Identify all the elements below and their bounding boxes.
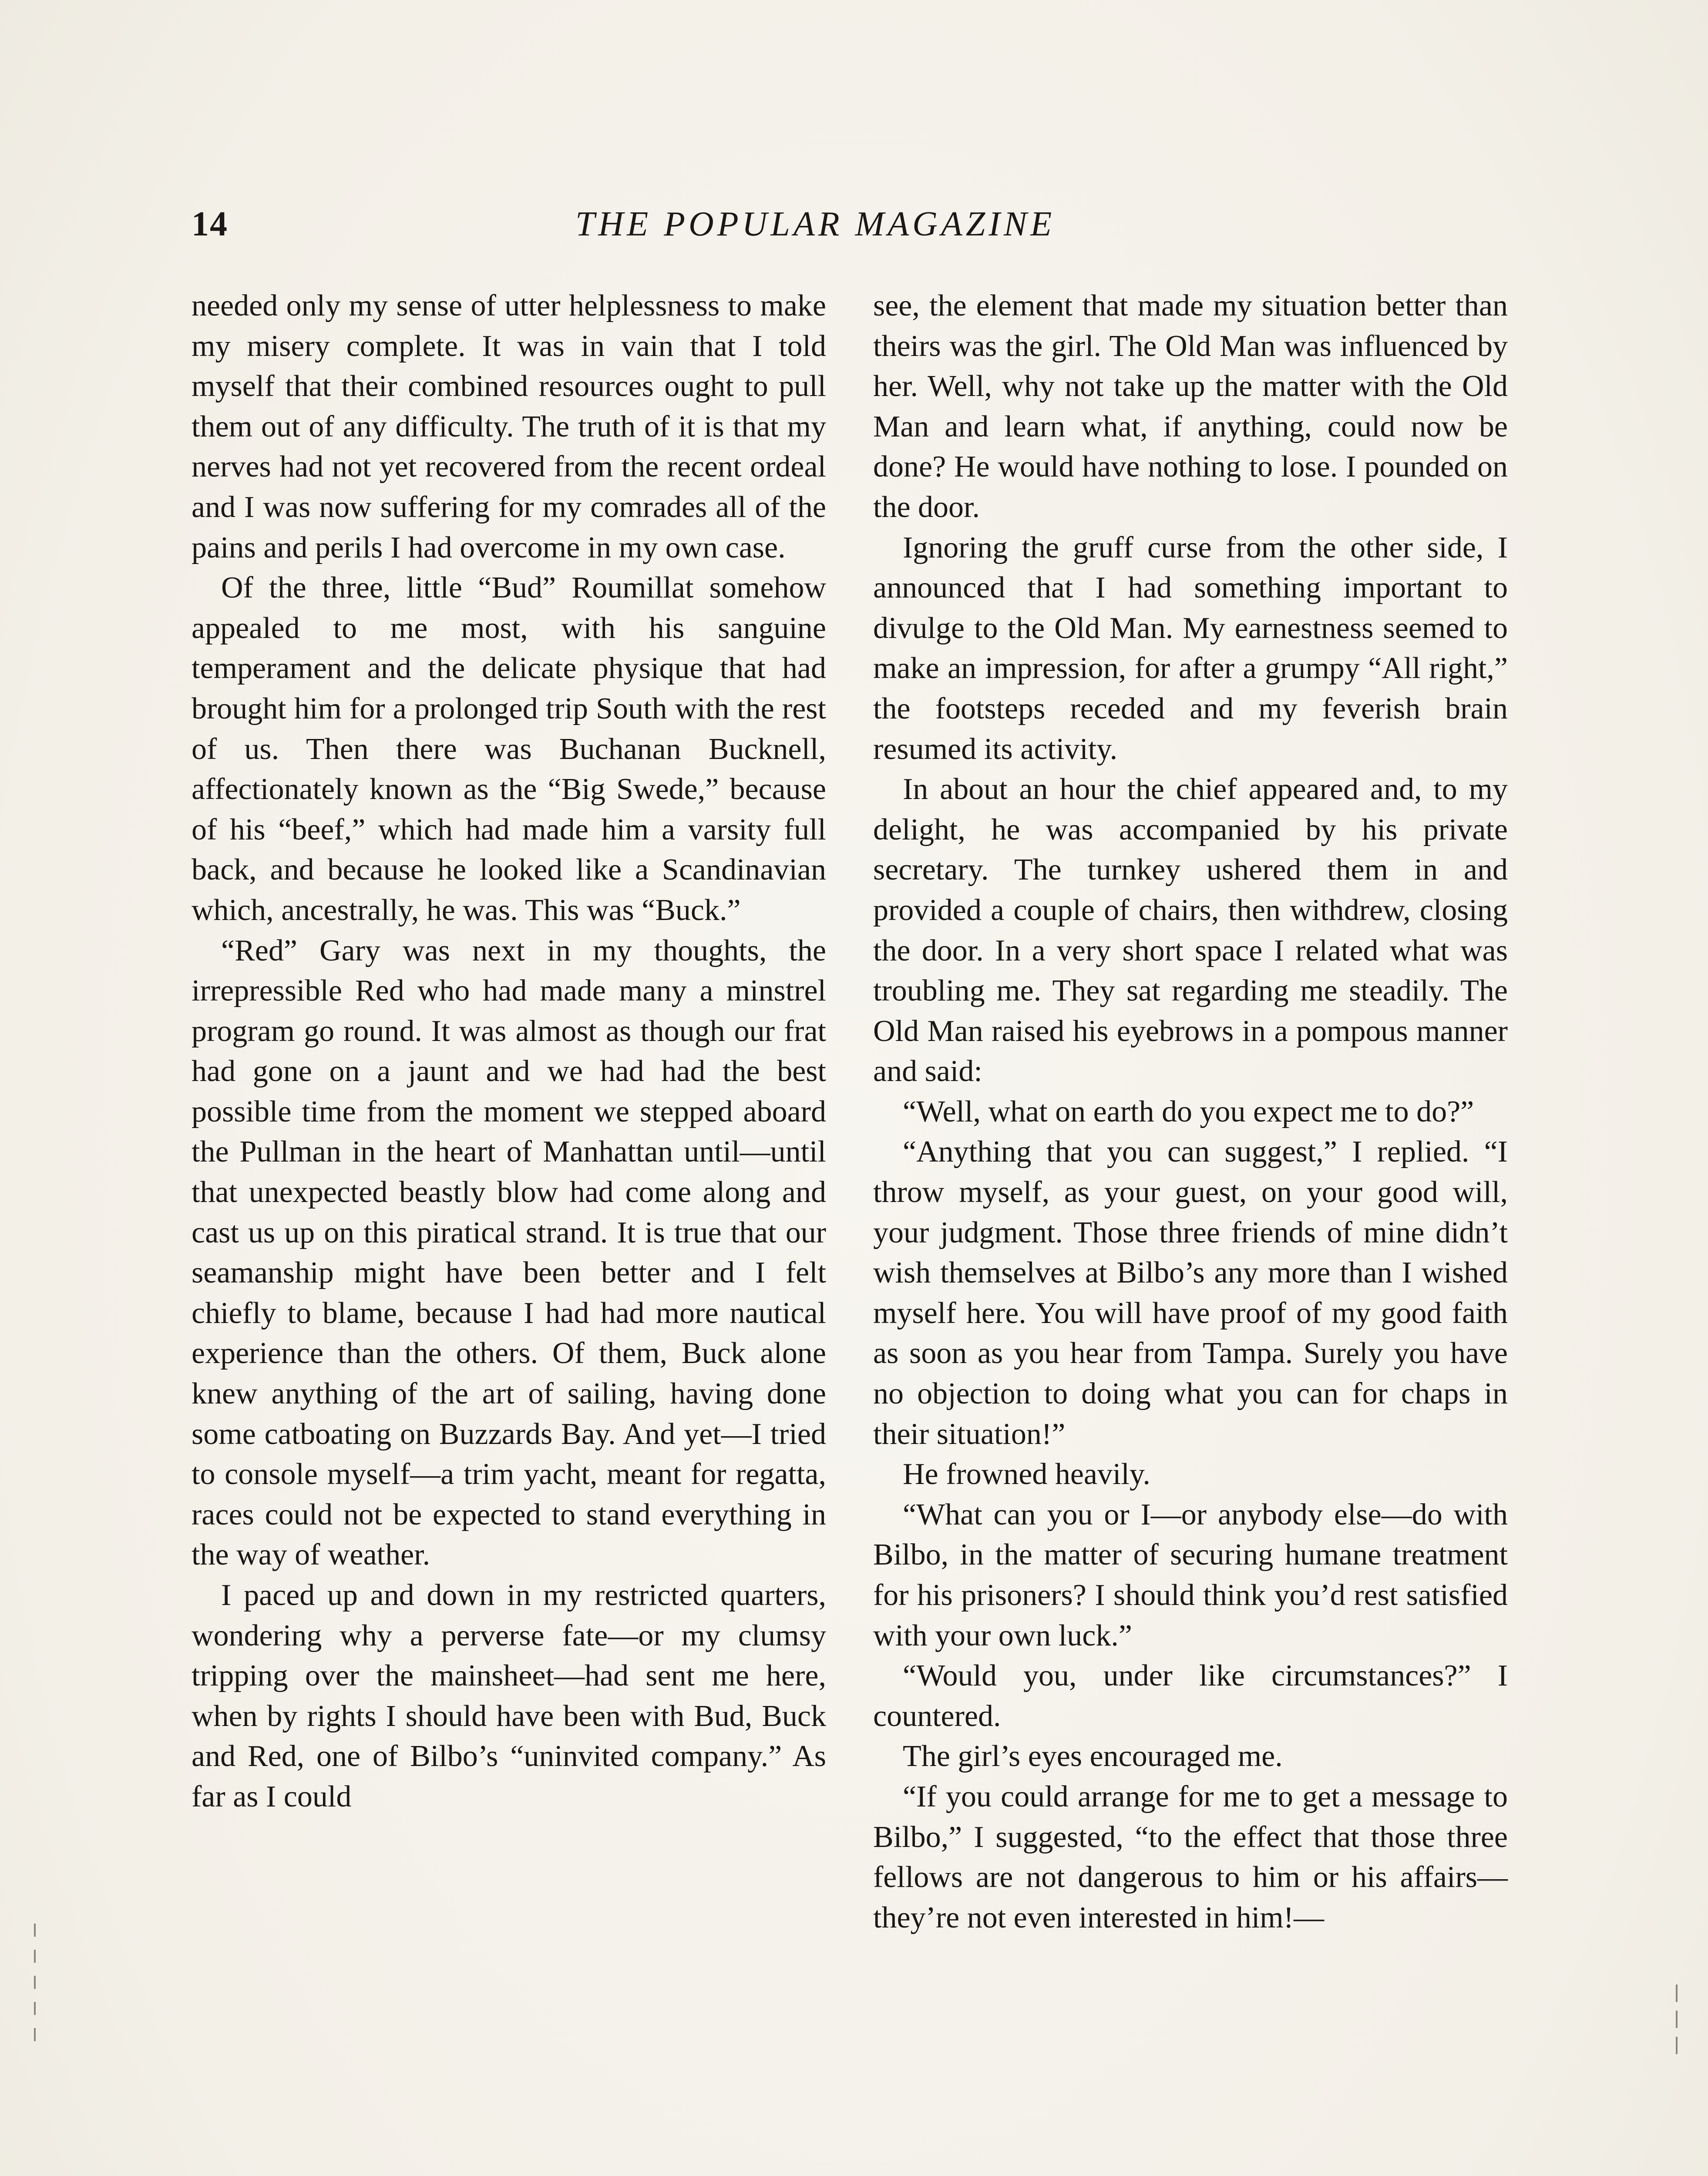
paragraph: “Would you, under like circumstances?” I countered. xyxy=(873,1659,1508,1733)
paragraph: I paced up and down in my restricted quarters, wondering why a perverse fate—or my clumsy tripping over the mainsheet—had sent me here, when by rights I should have been with Bud, Buck and Red, one of Bilbo’s “uninvited company.” As far as I could xyxy=(192,1578,826,1813)
paragraph: He frowned heavily. xyxy=(903,1457,1150,1491)
binding-tick-mark xyxy=(34,2028,36,2041)
paragraph: “If you could arrange for me to get a message to Bilbo,” I suggested, “to the effect that those three fellows are not dangerous to him or his affairs—they’re not even interested in him!— xyxy=(873,1780,1508,1934)
page-number: 14 xyxy=(192,205,228,243)
binding-tick-mark xyxy=(1676,2011,1678,2028)
paragraph: In about an hour the chief appeared and, to my delight, he was accompanied by his private secretary. The turnkey ushered them in and provided a couple of chairs, then withdrew, closing the door. In a very short space I related what was troubling me. They sat regarding me steadily. The Old Man raised his eyebrows in a pompous manner and said: xyxy=(873,772,1508,1088)
paragraph: “What can you or I—or anybody else—do with Bilbo, in the matter of securing humane treatment for his prisoners? I should think you’d rest satisfied with your own luck.” xyxy=(873,1498,1508,1652)
binding-tick-mark xyxy=(34,1976,36,1989)
paragraph: Ignoring the gruff curse from the other side, I announced that I had something important to divulge to the Old Man. My earnestness seemed to make an impression, for after a grumpy “All right,” the footsteps receded and my feverish brain resumed its activity. xyxy=(873,531,1508,766)
running-title: THE POPULAR MAGAZINE xyxy=(575,205,1056,243)
page-header xyxy=(192,205,1193,257)
binding-tick-mark xyxy=(1676,1985,1678,2002)
binding-tick-mark xyxy=(34,1924,36,1937)
binding-tick-mark xyxy=(34,1950,36,1963)
paragraph: The girl’s eyes encouraged me. xyxy=(903,1739,1283,1773)
binding-tick-mark xyxy=(1676,2037,1678,2054)
paragraph: “Well, what on earth do you expect me to do?” xyxy=(903,1095,1474,1128)
left-column xyxy=(192,286,826,1817)
paragraph: “Red” Gary was next in my thoughts, the irrepressible Red who had made many a minstrel program go round. It was almost as though our frat had gone on a jaunt and we had had the best possible time from the moment we stepped aboard the Pullman in the heart of Manhattan until—until that unexpected beastly blow had come along and cast us up on this piratical strand. It is true that our seamanship might have been better and I felt chiefly to blame, because I had had more nautical experience than the others. Of them, Buck alone knew anything of the art of sailing, having done some catboating on Buzzards Bay. And yet—I tried to console myself—a trim yacht, meant for regatta, races could not be expected to stand everything in the way of weather. xyxy=(192,934,826,1572)
paragraph: see, the element that made my situation better than theirs was the girl. The Old Man was influenced by her. Well, why not take up the matter with the Old Man and learn what, if anything, could now be done? He would have nothing to lose. I pounded on the door. xyxy=(873,289,1508,524)
binding-tick-mark xyxy=(34,2002,36,2015)
paragraph: Of the three, little “Bud” Roumillat somehow appealed to me most, with his sanguine temperament and the delicate physique that had brought him for a prolonged trip South with the rest of us. Then there was Buchanan Bucknell, affectionately known as the “Big Swede,” because of his “beef,” which had made him a varsity full back, and because he looked like a Scandinavian which, ancestrally, he was. This was “Buck.” xyxy=(192,571,826,927)
right-column xyxy=(873,286,1508,1938)
paragraph: “Anything that you can suggest,” I replied. “I throw myself, as your guest, on your good will, your judgment. Those three friends of mine didn’t wish themselves at Bilbo’s any more than I wished myself here. You will have proof of my good faith as soon as you hear from Tampa. Surely you have no objection to doing what you can for chaps in their situation!” xyxy=(873,1135,1508,1451)
paragraph: needed only my sense of utter helplessness to make my misery complete. It was in vain that I told myself that their combined resources ought to pull them out of any difficulty. The truth of it is that my nerves had not yet recovered from the recent ordeal and I was now suffering for my comrades all of the pains and perils I had overcome in my own case. xyxy=(192,289,826,564)
